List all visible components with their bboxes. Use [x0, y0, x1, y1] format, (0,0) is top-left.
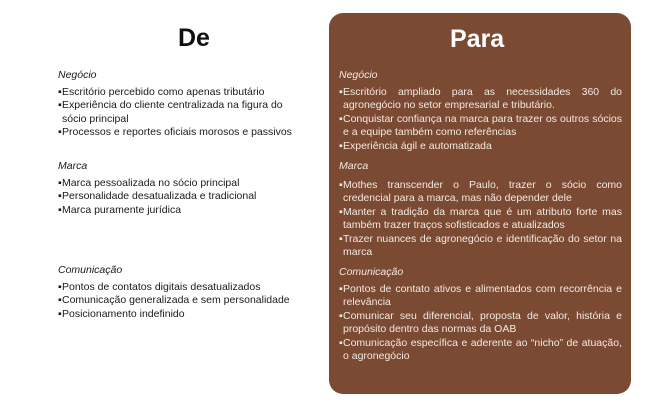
- bullet-icon: ▪: [58, 99, 62, 112]
- bullet-icon: ▪: [58, 190, 62, 203]
- list-item: ▪ Pontos de contatos digitais desatualizados: [58, 281, 261, 293]
- to-list-negocio: [339, 86, 622, 153]
- bullet-icon: ▪: [339, 232, 343, 245]
- list-item: ▪ Marca pessoalizada no sócio principal: [58, 177, 240, 189]
- list-item: ▪ Personalidade desatualizada e tradicional: [58, 190, 257, 203]
- to-list-marca: [339, 179, 622, 259]
- from-section-title-negocio: Negócio: [58, 69, 97, 81]
- bullet-icon: ▪: [58, 281, 62, 293]
- bullet-icon: ▪: [339, 86, 343, 98]
- bullet-icon: ▪: [58, 86, 62, 98]
- bullet-icon: ▪: [58, 203, 62, 216]
- bullet-icon: ▪: [339, 205, 343, 218]
- from-list-marca: [58, 177, 303, 217]
- bullet-icon: ▪: [339, 139, 343, 152]
- list-item: ▪ Experiência do cliente centralizada na figura do sócio principal: [58, 99, 283, 125]
- bullet-icon: ▪: [339, 336, 343, 349]
- bullet-icon: ▪: [58, 177, 62, 189]
- list-item: ▪ Pontos de contato ativos e alimentados com recorrência e relevância: [339, 283, 622, 309]
- to-list-comunicacao: [339, 283, 622, 363]
- list-item: ▪ Posicionamento indefinido: [58, 307, 185, 320]
- list-item: ▪ Mothes transcender o Paulo, trazer o sócio como credencial para a marca, mas não depender dele: [339, 179, 622, 205]
- from-heading: De: [178, 24, 210, 52]
- bullet-icon: ▪: [339, 283, 343, 295]
- to-section-title-marca: Marca: [339, 160, 369, 172]
- from-column: [58, 0, 308, 408]
- list-item: ▪ Comunicar seu diferencial, proposta de valor, história e propósito dentro das normas da OAB: [339, 309, 622, 336]
- to-heading: Para: [450, 25, 505, 53]
- list-item: ▪ Marca puramente jurídica: [58, 203, 182, 216]
- list-item: ▪ Comunicação específica e aderente ao “nicho” de atuação, o agronegócio: [339, 336, 622, 363]
- bullet-icon: ▪: [58, 126, 62, 139]
- bullet-icon: ▪: [339, 179, 343, 191]
- from-section-title-marca: Marca: [58, 160, 88, 172]
- to-section-title-negocio: Negócio: [339, 69, 378, 81]
- list-item: ▪ Experiência ágil e automatizada: [339, 139, 492, 152]
- from-section-title-comunicacao: Comunicação: [58, 264, 123, 276]
- list-item: ▪ Conquistar confiança na marca para trazer os outros sócios e a equipe também como referências: [339, 112, 622, 139]
- bullet-icon: ▪: [339, 309, 343, 322]
- from-list-negocio: [58, 86, 303, 140]
- list-item: ▪ Trazer nuances de agronegócio e identificação do setor na marca: [339, 232, 622, 259]
- bullet-icon: ▪: [58, 294, 62, 307]
- list-item: ▪ Comunicação generalizada e sem personalidade: [58, 294, 290, 307]
- to-section-title-comunicacao: Comunicação: [339, 266, 404, 278]
- list-item: ▪ Escritório percebido como apenas tributário: [58, 86, 265, 98]
- list-item: ▪ Manter a tradição da marca que é um atributo forte mas também trazer traços sofisticados e atualizados: [339, 205, 622, 232]
- list-item: ▪ Escritório ampliado para as necessidades 360 do agronegócio no setor empresarial e tributário.: [339, 86, 622, 112]
- to-panel: [329, 13, 631, 394]
- from-list-comunicacao: [58, 281, 303, 321]
- bullet-icon: ▪: [339, 112, 343, 125]
- list-item: ▪ Processos e reportes oficiais morosos e passivos: [58, 126, 292, 139]
- bullet-icon: ▪: [58, 307, 62, 320]
